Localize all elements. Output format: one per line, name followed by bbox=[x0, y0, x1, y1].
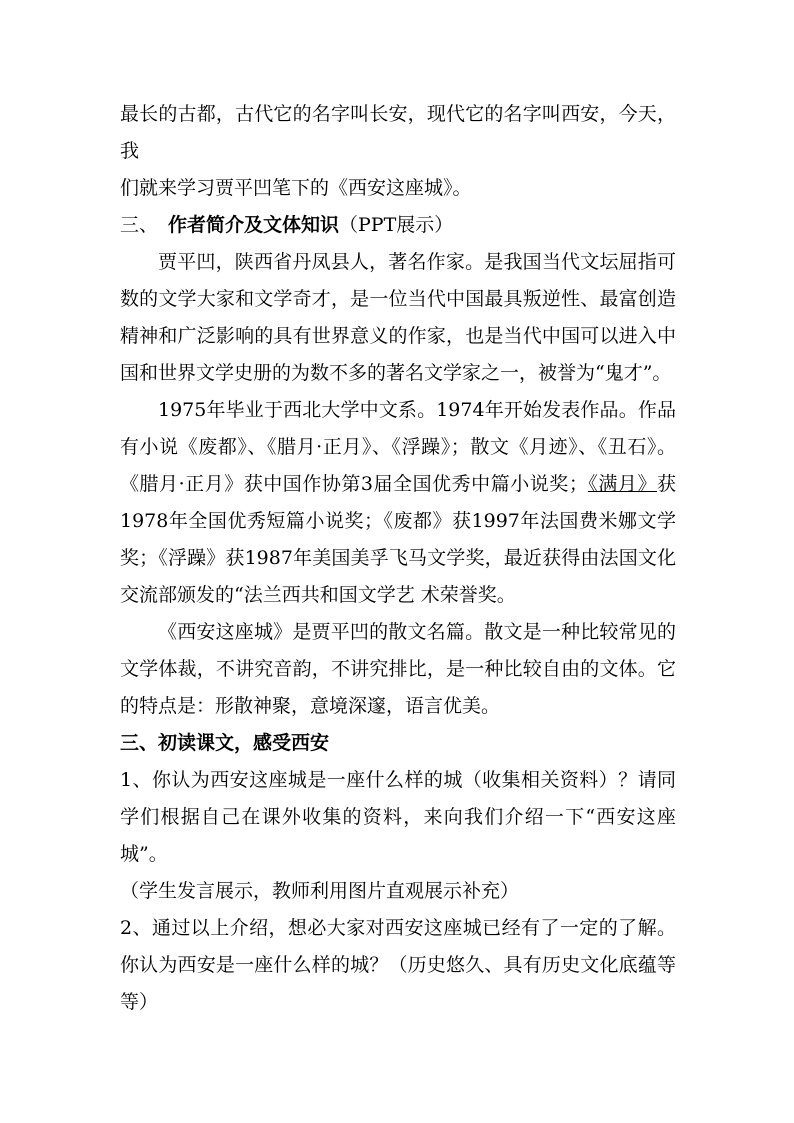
document-body bbox=[120, 96, 676, 1021]
section-number: 三、 bbox=[120, 214, 159, 236]
works-text-1: 1975年毕业于西北大学中文系。1974年开始发表作品。作品有小说《废都》、《腊月·正月》、《浮躁》；散文《月迹》、《丑石》。《腊月·正月》获中国作协第3届全国优秀中篇小说奖； bbox=[120, 399, 676, 495]
section-title: 作者简介及文体知识 bbox=[168, 214, 340, 236]
section-heading-reading: 三、初读课文，感受西安 bbox=[120, 732, 330, 754]
genre-paragraph: 《西安这座城》是贾平凹的散文名篇。散文是一种比较常见的文学体裁，不讲究音韵，不讲究排比，是一种比较自由的文体。它的特点是：形散神聚，意境深邃，语言优美。 bbox=[120, 621, 676, 717]
question-item-1-note: （学生发言展示，教师利用图片直观展示补充） bbox=[120, 880, 520, 902]
author-intro-paragraph: 贾平凹，陕西省丹凤县人，著名作家。是我国当代文坛屈指可数的文学大家和文学奇才，是一位当代中国最具叛逆性、最富创造精神和广泛影响的具有世界意义的作家，也是当代中国可以进入中国和世界文学史册的为数不多的著名文学家之一，被誉为“鬼才”。 bbox=[120, 251, 676, 384]
works-underlined-title: 《满月》 bbox=[587, 473, 657, 495]
section-note: （PPT展示） bbox=[339, 214, 454, 236]
intro-line-2: 们就来学习贾平凹笔下的《西安这座城》。 bbox=[120, 177, 472, 199]
intro-line-1: 最长的古都，古代它的名字叫长安，现代它的名字叫西安，今天，我 bbox=[120, 103, 676, 162]
works-text-2: 获1978年全国优秀短篇小说奖；《废都》获1997年法国费米娜文学奖；《浮躁》获1987年美国美孚飞马文学奖，最近获得由法国文化交流部颁发的“法兰西共和国文学艺 术荣誉奖。 bbox=[120, 473, 676, 606]
works-paragraph bbox=[120, 392, 676, 614]
section-heading-author bbox=[120, 207, 676, 244]
question-item-1: 1、你认为西安这座城是一座什么样的城（收集相关资料）？请同学们根据自己在课外收集的资料，来向我们介绍一下“西安这座城”。 bbox=[120, 769, 676, 865]
question-item-2: 2、通过以上介绍，想必大家对西安这座城已经有了一定的了解。你认为西安是一座什么样的城？（历史悠久、具有历史文化底蕴等等） bbox=[120, 917, 676, 1013]
